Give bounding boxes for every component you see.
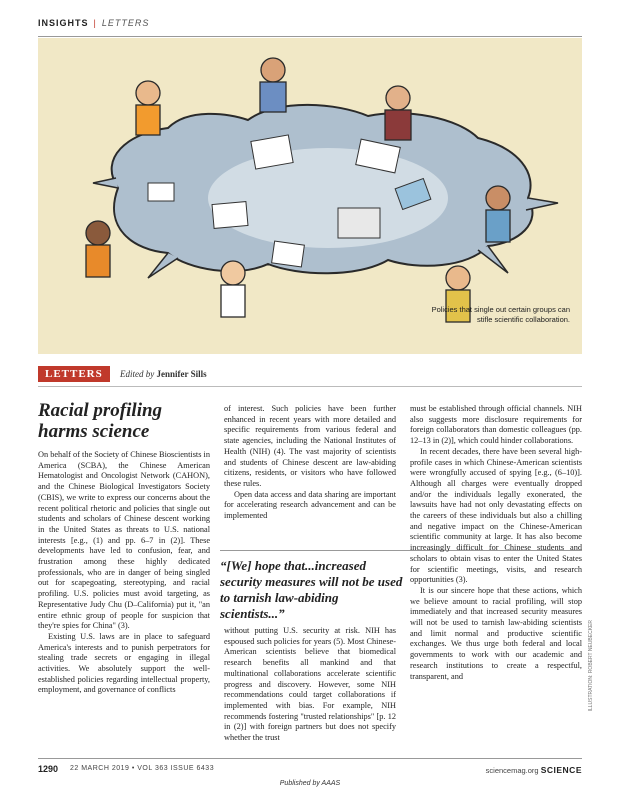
- article-column-2-top: [224, 404, 396, 522]
- paragraph: Existing U.S. laws are in place to safeguard America's interests and to punish perpetrators for stealing trade secrets or engaging in illegal activities. We absolutely support the well-established policies regarding intellectual property, employment, and governance of conflicts: [38, 631, 210, 695]
- pull-quote: “[We] hope that...increased security measures will not be used to tarnish law-abiding scientists...”: [220, 558, 403, 621]
- article-column-1: [38, 450, 210, 696]
- paragraph: It is our sincere hope that these actions, which we believe amount to racial profiling, will stop immediately and that increased security measures will not be used to tarnish law-abiding scientists and limit normal and productive scientific exchanges. We thus urge both federal and local governments to work with our academic and research institutions to create a respectful, transparent, and: [410, 585, 582, 681]
- site-and-journal: [486, 765, 582, 775]
- paragraph: without putting U.S. security at risk. NIH has espoused such policies for years (5). Most Chinese-American scientists believe that biomedical research benefits all mankind and that multinational collaborations accelerate scientific progress and discovery. However, some NIH recommendations could target collaborations if implemented with bias. For example, NIH recommends fostering "trusted relationships" [p. 12 in (2)] with foreign partners but does not specify whether the trust: [224, 626, 396, 743]
- paragraph: must be established through official channels. NIH also suggests more disclosure requirements for foreign collaborators than domestic colleagues (pp. 12–13 in (2)], which could hinder collaborations.: [410, 404, 582, 446]
- edited-by-prefix: Edited by: [120, 369, 155, 379]
- paragraph: On behalf of the Society of Chinese Bioscientists in America (SCBA), the Chinese American Hematologist and Oncologist Network (CAHON), and the Chinese Biological Investigators Society (CBIS), we write to express our concerns about the recent political rhetoric and policies that single out students and scholars of Chinese descent working in the United States as threats to U.S. national interests [e.g., (1) and pp. 6–7 in (2)]. These developments have led to confusion, fear, and frustration among these highly dedicated professionals, who are in danger of being singled out for scapegoating, stereotyping, and racial profiling. U.S. policies must avoid targeting, as Representative Judy Chu (D–California) put it, "an entire ethnic group of people for suspicion that they're spies for China" (3).: [38, 450, 210, 631]
- header-rule: [38, 36, 582, 37]
- publisher-line: Published by AAAS: [279, 780, 341, 787]
- journal-name: SCIENCE: [540, 765, 582, 775]
- paragraph: of interest. Such policies have been further enhanced in recent years with more detailed and specific requirements from various federal and state agencies, including the National Institutes of Health (NIH) (4). The vast majority of scientists and students of Chinese descent are law-abiding citizens, residents, or visitors who have followed these rules.: [224, 404, 396, 488]
- issue-dateline: 22 MARCH 2019 • VOL 363 ISSUE 6433: [70, 765, 215, 772]
- letters-rule: [38, 386, 582, 387]
- edited-by: [120, 369, 207, 379]
- article-column-2-bottom: [224, 626, 396, 744]
- subsection-label: LETTERS: [101, 18, 150, 28]
- section-header: [38, 18, 149, 28]
- illustration-caption: Policies that single out certain groups can stifle scientific collaboration.: [431, 305, 570, 324]
- paragraph: In recent decades, there have been several high-profile cases in which Chinese-American scientists were wrongfully accused of spying [e.g., (6–10)]. Although all charges were eventually dropped and/or the individuals legally exonerated, the lawsuits have had not only devastating effects on the careers of these individuals but also a chilling and negative impact on the Chinese-American scientific community at large. It has also become increasingly difficult for Chinese students and scholars to obtain visas to enter the United States for scientific meetings, visits, and research opportunities (3).: [410, 446, 582, 585]
- paragraph: Open data access and data sharing are important for accelerating research advancement and can be implemented: [224, 489, 396, 521]
- article-column-3: [410, 404, 582, 682]
- editor-name: Jennifer Sills: [156, 369, 207, 379]
- footer-rule: [38, 758, 582, 759]
- letters-badge: LETTERS: [38, 366, 110, 382]
- section-label: INSIGHTS: [38, 18, 89, 28]
- site-url: sciencemag.org: [485, 766, 539, 775]
- page-number: 1290: [38, 764, 59, 774]
- article-title: Racial profiling harms science: [38, 400, 163, 442]
- header-separator: |: [93, 18, 97, 28]
- illustration-credit: ILLUSTRATION: ROBERT NEUBECKER: [588, 620, 594, 712]
